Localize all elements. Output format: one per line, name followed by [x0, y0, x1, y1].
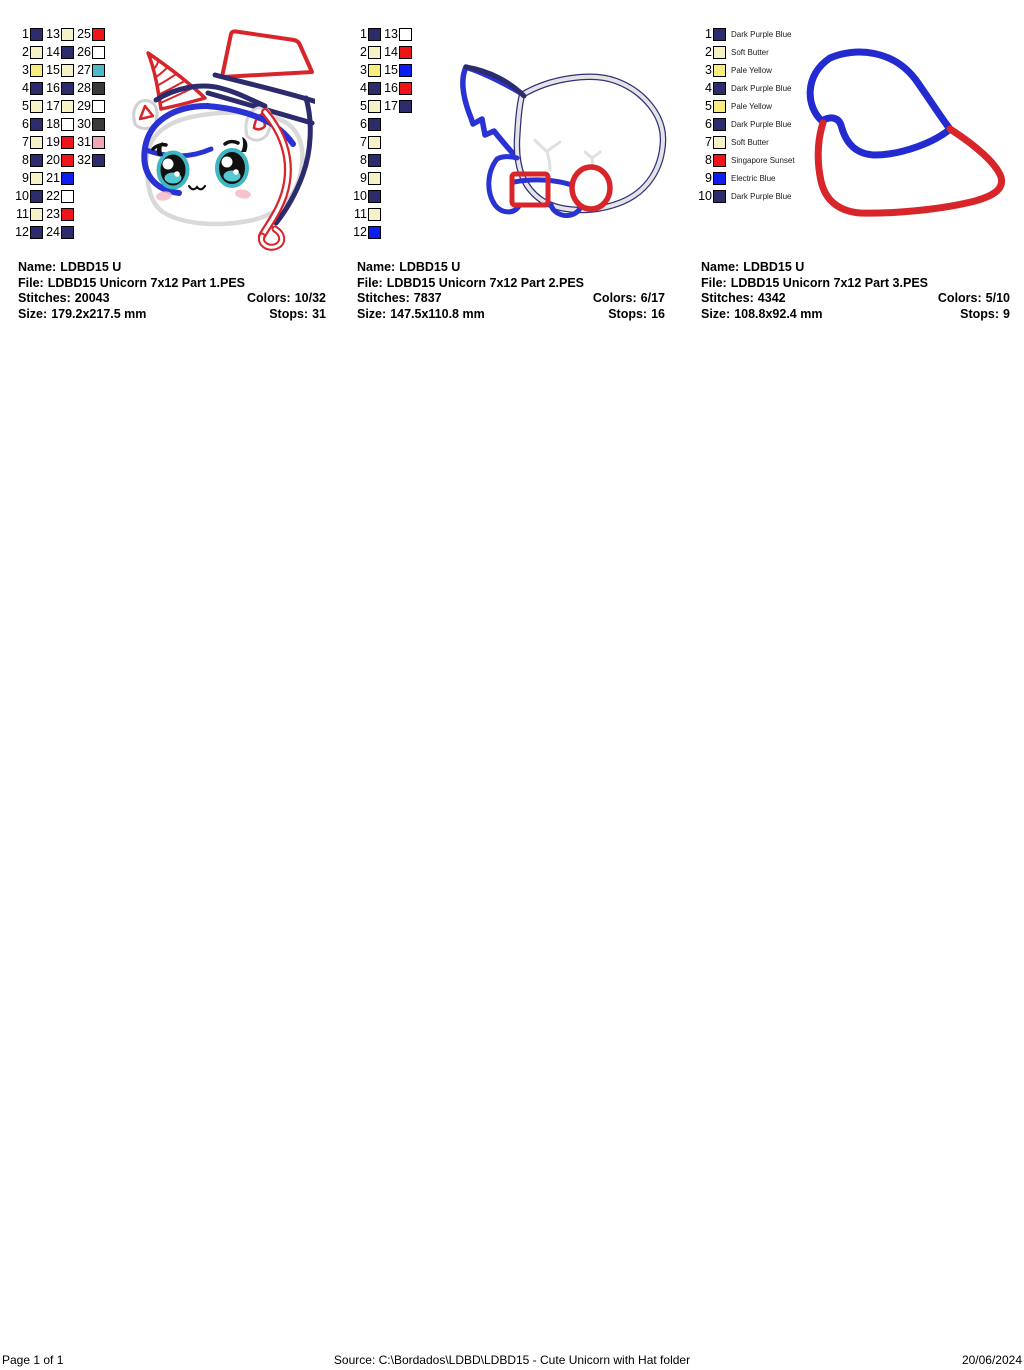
color-swatch: [713, 136, 726, 149]
color-number: 28: [77, 80, 91, 95]
color-swatch: [368, 208, 381, 221]
color-swatch-row: [45, 223, 74, 241]
color-swatch: [713, 100, 726, 113]
color-swatch-row: [383, 97, 412, 115]
color-swatch-row: [14, 115, 43, 133]
size: Size: 108.8x92.4 mm: [701, 306, 823, 321]
print-date: 20/06/2024: [961, 1353, 1022, 1367]
color-swatch: [92, 64, 105, 77]
color-swatch: [92, 82, 105, 95]
color-swatch-row: [14, 79, 43, 97]
color-name: Soft Butter: [731, 47, 769, 57]
color-swatch: [30, 208, 43, 221]
color-swatch: [713, 190, 726, 203]
color-swatch: [92, 136, 105, 149]
stitches: Stitches: 20043: [18, 291, 110, 305]
color-number: 2: [705, 44, 712, 59]
size: Size: 179.2x217.5 mm: [18, 306, 147, 321]
color-name: Dark Purple Blue: [731, 191, 792, 201]
color-number: 22: [46, 188, 60, 203]
color-number: 30: [77, 116, 91, 131]
color-swatch: [713, 46, 726, 59]
color-swatch: [61, 82, 74, 95]
color-swatch: [368, 154, 381, 167]
size-stops-line: [18, 307, 326, 323]
color-number: 6: [22, 116, 29, 131]
color-swatch: [30, 172, 43, 185]
stops: Stops: 16: [608, 306, 665, 321]
color-swatch: [61, 226, 74, 239]
color-name: Pale Yellow: [731, 101, 772, 111]
color-number: 6: [705, 116, 712, 131]
color-swatch-row: [76, 43, 105, 61]
color-swatch-row: [45, 115, 74, 133]
color-swatch: [368, 100, 381, 113]
file-value: LDBD15 Unicorn 7x12 Part 2.PES: [386, 275, 584, 290]
design-info-part1: [18, 260, 326, 322]
color-number: 8: [360, 152, 367, 167]
color-swatch: [399, 100, 412, 113]
color-swatch-row: [45, 97, 74, 115]
color-swatch: [368, 28, 381, 41]
color-number: 7: [360, 134, 367, 149]
stops: Stops: 9: [960, 306, 1010, 321]
color-number: 16: [46, 80, 60, 95]
color-number: 1: [22, 26, 29, 41]
color-swatch: [368, 190, 381, 203]
color-number: 2: [360, 44, 367, 59]
name-label: Name:: [18, 260, 57, 274]
color-swatch-row: [76, 61, 105, 79]
color-number: 4: [360, 80, 367, 95]
color-number: 29: [77, 98, 91, 113]
color-swatch-row: [76, 115, 105, 133]
stitches-colors-line: [357, 291, 665, 307]
color-number: 10: [15, 188, 29, 203]
color-swatch-row: [352, 169, 381, 187]
color-swatch: [368, 46, 381, 59]
color-swatch: [61, 46, 74, 59]
color-swatch-row: [45, 169, 74, 187]
color-number: 8: [705, 152, 712, 167]
color-list-part3: [697, 25, 795, 205]
color-number: 20: [46, 152, 60, 167]
color-swatch-row: [76, 133, 105, 151]
color-swatch: [61, 208, 74, 221]
colors: Colors: 5/10: [937, 291, 1010, 305]
color-number: 9: [360, 170, 367, 185]
color-swatch-row: [697, 61, 795, 79]
name-line: [18, 260, 326, 276]
color-number: 5: [360, 98, 367, 113]
color-swatch-row: [352, 205, 381, 223]
color-number: 21: [46, 170, 60, 185]
color-swatch-row: [14, 223, 43, 241]
color-swatch-row: [45, 205, 74, 223]
file-value: LDBD15 Unicorn 7x12 Part 1.PES: [47, 275, 245, 290]
file-value: LDBD15 Unicorn 7x12 Part 3.PES: [730, 275, 928, 290]
name-value: LDBD15 U: [399, 260, 461, 274]
page-number: Page 1 of 1: [2, 1353, 64, 1367]
color-swatch-row: [14, 43, 43, 61]
color-swatch-row: [697, 97, 795, 115]
file-line: [701, 276, 1010, 292]
color-name: Dark Purple Blue: [731, 29, 792, 39]
color-swatch-row: [76, 25, 105, 43]
name-label: Name:: [357, 260, 396, 274]
color-swatch: [368, 118, 381, 131]
file-line: [357, 276, 665, 292]
color-swatch: [61, 172, 74, 185]
color-number: 27: [77, 62, 91, 77]
color-swatch-row: [697, 43, 795, 61]
color-swatch: [713, 82, 726, 95]
color-swatch-row: [76, 97, 105, 115]
color-number: 1: [360, 26, 367, 41]
color-number: 8: [22, 152, 29, 167]
color-swatch: [30, 136, 43, 149]
color-swatch-row: [14, 61, 43, 79]
color-name: Electric Blue: [731, 173, 776, 183]
color-swatch-row: [697, 79, 795, 97]
stitches: Stitches: 7837: [357, 291, 442, 305]
color-number: 6: [360, 116, 367, 131]
color-swatch-row: [45, 61, 74, 79]
color-swatch: [368, 82, 381, 95]
color-swatch: [713, 172, 726, 185]
color-number: 24: [46, 224, 60, 239]
color-number: 23: [46, 206, 60, 221]
stitches-colors-line: [18, 291, 326, 307]
color-swatch: [368, 172, 381, 185]
color-swatch: [30, 190, 43, 203]
color-swatch-row: [14, 133, 43, 151]
stops: Stops: 31: [269, 306, 326, 321]
color-swatch-row: [14, 187, 43, 205]
color-swatch-row: [76, 151, 105, 169]
stitches: Stitches: 4342: [701, 291, 786, 305]
color-number: 4: [22, 80, 29, 95]
color-swatch-row: [45, 43, 74, 61]
color-number: 25: [77, 26, 91, 41]
color-name: Dark Purple Blue: [731, 83, 792, 93]
color-swatch: [30, 100, 43, 113]
color-name: Dark Purple Blue: [731, 119, 792, 129]
color-swatch-row: [14, 151, 43, 169]
color-swatch: [61, 190, 74, 203]
color-swatch-row: [45, 25, 74, 43]
color-swatch: [61, 64, 74, 77]
color-number: 32: [77, 152, 91, 167]
name-value: LDBD15 U: [743, 260, 805, 274]
color-swatch: [92, 154, 105, 167]
color-number: 1: [705, 26, 712, 41]
color-number: 14: [46, 44, 60, 59]
color-swatch-row: [45, 133, 74, 151]
design-thumbnail-part2-unicorn-body: [450, 58, 675, 218]
color-swatch: [30, 226, 43, 239]
color-swatch: [399, 28, 412, 41]
color-number: 12: [353, 224, 367, 239]
color-number: 17: [46, 98, 60, 113]
color-list-part2: [352, 25, 412, 241]
color-swatch-row: [352, 43, 381, 61]
color-swatch-row: [352, 115, 381, 133]
color-swatch-row: [14, 97, 43, 115]
size: Size: 147.5x110.8 mm: [357, 306, 485, 321]
color-swatch-row: [352, 61, 381, 79]
color-swatch-row: [14, 25, 43, 43]
color-number: 13: [384, 26, 398, 41]
color-swatch: [61, 136, 74, 149]
color-swatch: [368, 136, 381, 149]
color-swatch: [61, 118, 74, 131]
source-path: Source: C:\Bordados\LDBD\LDBD15 - Cute Unicorn with Hat folder: [333, 1353, 691, 1367]
color-swatch: [368, 64, 381, 77]
color-swatch-row: [383, 43, 412, 61]
color-number: 7: [22, 134, 29, 149]
color-swatch: [30, 46, 43, 59]
design-info-part3: [701, 260, 1010, 322]
name-label: Name:: [701, 260, 740, 274]
color-swatch-row: [14, 205, 43, 223]
design-info-part2: [357, 260, 665, 322]
color-swatch: [30, 154, 43, 167]
color-number: 12: [15, 224, 29, 239]
color-swatch-row: [352, 223, 381, 241]
stitches-colors-line: [701, 291, 1010, 307]
color-number: 31: [77, 134, 91, 149]
color-number: 26: [77, 44, 91, 59]
color-name: Soft Butter: [731, 137, 769, 147]
name-line: [357, 260, 665, 276]
color-swatch: [61, 100, 74, 113]
color-number: 9: [705, 170, 712, 185]
color-swatch-row: [697, 25, 795, 43]
color-number: 5: [705, 98, 712, 113]
color-swatch-row: [697, 151, 795, 169]
colors: Colors: 6/17: [592, 291, 665, 305]
color-swatch: [30, 118, 43, 131]
color-swatch: [30, 64, 43, 77]
color-number: 10: [698, 188, 712, 203]
color-number: 17: [384, 98, 398, 113]
name-value: LDBD15 U: [60, 260, 122, 274]
color-swatch: [30, 82, 43, 95]
color-number: 10: [353, 188, 367, 203]
color-number: 16: [384, 80, 398, 95]
color-swatch-row: [352, 151, 381, 169]
color-swatch: [30, 28, 43, 41]
color-number: 7: [705, 134, 712, 149]
color-name: Pale Yellow: [731, 65, 772, 75]
color-swatch-row: [45, 79, 74, 97]
color-swatch-row: [383, 61, 412, 79]
color-number: 19: [46, 134, 60, 149]
color-swatch-row: [45, 151, 74, 169]
color-swatch: [399, 46, 412, 59]
color-number: 2: [22, 44, 29, 59]
color-number: 3: [22, 62, 29, 77]
color-swatch-row: [352, 187, 381, 205]
color-swatch: [368, 226, 381, 239]
color-number: 15: [384, 62, 398, 77]
color-number: 15: [46, 62, 60, 77]
color-list-part1: [14, 25, 105, 241]
color-name: Singapore Sunset: [731, 155, 795, 165]
color-swatch: [92, 118, 105, 131]
color-number: 4: [705, 80, 712, 95]
color-swatch: [713, 154, 726, 167]
file-label: File:: [357, 275, 383, 290]
color-swatch-row: [352, 79, 381, 97]
color-number: 11: [16, 206, 29, 221]
color-number: 14: [384, 44, 398, 59]
color-swatch-row: [76, 79, 105, 97]
file-label: File:: [18, 275, 44, 290]
color-number: 3: [705, 62, 712, 77]
color-number: 13: [46, 26, 60, 41]
color-swatch: [713, 118, 726, 131]
design-thumbnail-part1-unicorn-head: [125, 22, 315, 252]
color-swatch-row: [352, 25, 381, 43]
color-number: 11: [354, 206, 367, 221]
color-swatch: [92, 28, 105, 41]
color-swatch-row: [697, 187, 795, 205]
color-swatch-row: [45, 187, 74, 205]
color-swatch-row: [352, 97, 381, 115]
color-swatch-row: [697, 169, 795, 187]
color-swatch-row: [697, 115, 795, 133]
color-swatch: [399, 82, 412, 95]
name-line: [701, 260, 1010, 276]
size-stops-line: [701, 307, 1010, 323]
file-line: [18, 276, 326, 292]
color-swatch-row: [352, 133, 381, 151]
color-number: 18: [46, 116, 60, 131]
design-thumbnail-part3-hat: [802, 46, 1014, 218]
color-swatch: [61, 154, 74, 167]
color-swatch: [61, 28, 74, 41]
color-number: 5: [22, 98, 29, 113]
color-swatch: [713, 64, 726, 77]
size-stops-line: [357, 307, 665, 323]
file-label: File:: [701, 275, 727, 290]
hat-outline: [810, 52, 1001, 213]
color-swatch-row: [383, 79, 412, 97]
color-swatch: [92, 100, 105, 113]
color-swatch-row: [383, 25, 412, 43]
color-number: 9: [22, 170, 29, 185]
color-swatch: [92, 46, 105, 59]
colors: Colors: 10/32: [246, 291, 326, 305]
color-number: 3: [360, 62, 367, 77]
color-swatch-row: [697, 133, 795, 151]
color-swatch: [399, 64, 412, 77]
color-swatch: [713, 28, 726, 41]
color-swatch-row: [14, 169, 43, 187]
